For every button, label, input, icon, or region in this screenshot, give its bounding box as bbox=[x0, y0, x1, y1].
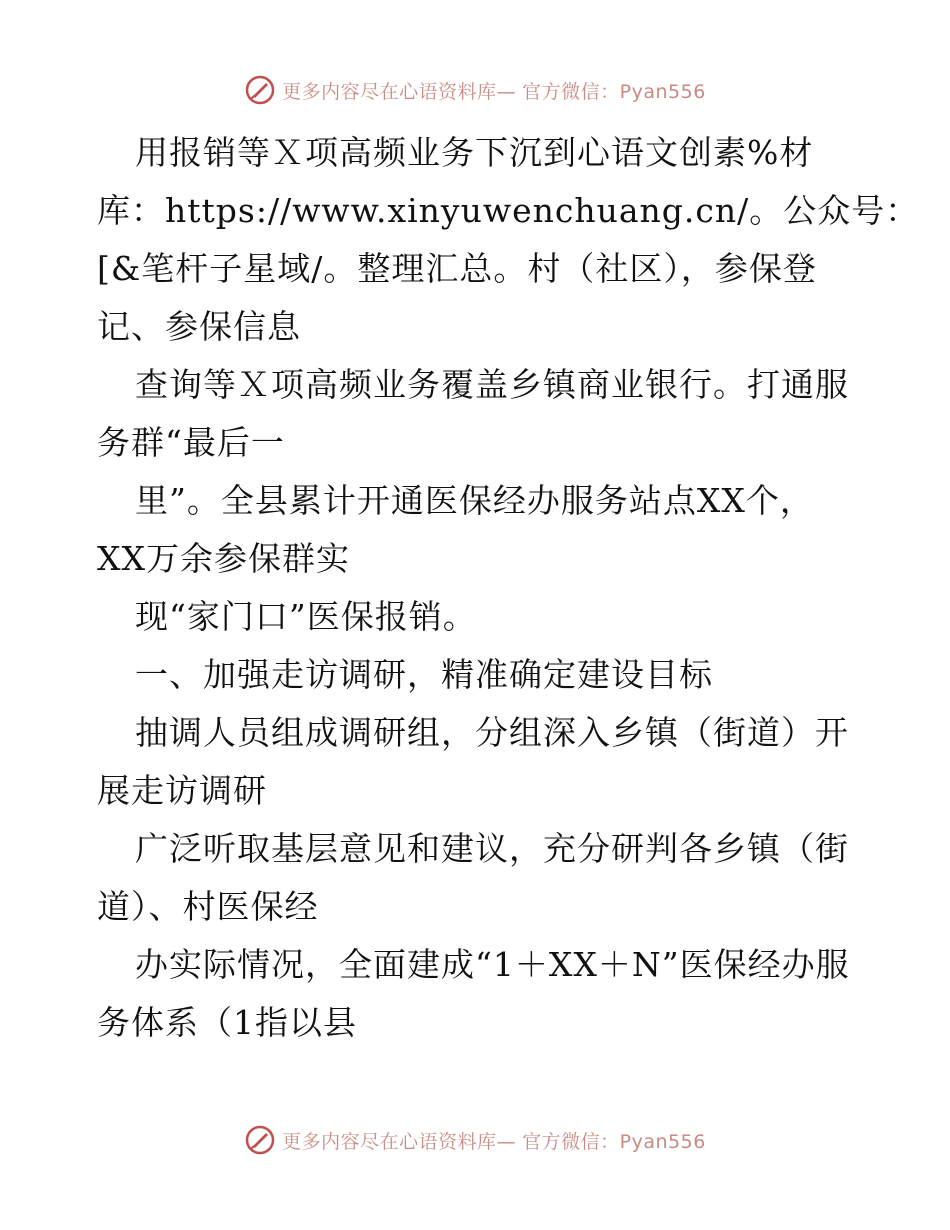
text-line: 办实际情况，全面建成“1＋XX＋N”医保经办服 bbox=[135, 945, 850, 984]
watermark-wechat: 官方微信：Pyan556 bbox=[522, 1130, 706, 1153]
footer-watermark bbox=[0, 1120, 950, 1160]
quill-seal-icon bbox=[244, 1124, 276, 1156]
text-line: 库：https://www.xinyuwenchuang.cn/。公众号： bbox=[97, 191, 920, 230]
text-line: 查询等Ｘ项高频业务覆盖乡镇商业银行。打通服 bbox=[135, 365, 849, 404]
text-line: 里”。全县累计开通医保经办服务站点XX个， bbox=[135, 481, 814, 520]
header-watermark bbox=[0, 70, 950, 110]
text-line: 现“家门口”医保报销。 bbox=[135, 597, 477, 636]
text-line: XX万余参保群实 bbox=[97, 539, 350, 578]
section-heading: 一、加强走访调研，精准确定建设目标 bbox=[135, 655, 713, 694]
text-line: 用报销等Ｘ项高频业务下沉到心语文创素%材 bbox=[135, 133, 814, 172]
watermark-wechat: 官方微信：Pyan556 bbox=[522, 80, 706, 103]
text-line: [&笔杆子星域/。整理汇总。村（社区），参保登 bbox=[97, 249, 817, 288]
text-line: 记、参保信息 bbox=[97, 307, 301, 346]
text-line: 展走访调研 bbox=[97, 771, 267, 810]
text-line: 广泛听取基层意见和建议，充分研判各乡镇（街 bbox=[135, 829, 849, 868]
quill-seal-icon bbox=[244, 74, 276, 106]
watermark-text: 更多内容尽在心语资料库— bbox=[282, 1130, 517, 1153]
document-body bbox=[97, 124, 920, 1052]
text-line: 务体系（1指以县 bbox=[97, 1003, 357, 1042]
text-line: 务群“最后一 bbox=[97, 423, 285, 462]
watermark-text: 更多内容尽在心语资料库— bbox=[282, 80, 517, 103]
text-line: 抽调人员组成调研组，分组深入乡镇（街道）开 bbox=[135, 713, 849, 752]
text-line: 道）、村医保经 bbox=[97, 887, 319, 926]
